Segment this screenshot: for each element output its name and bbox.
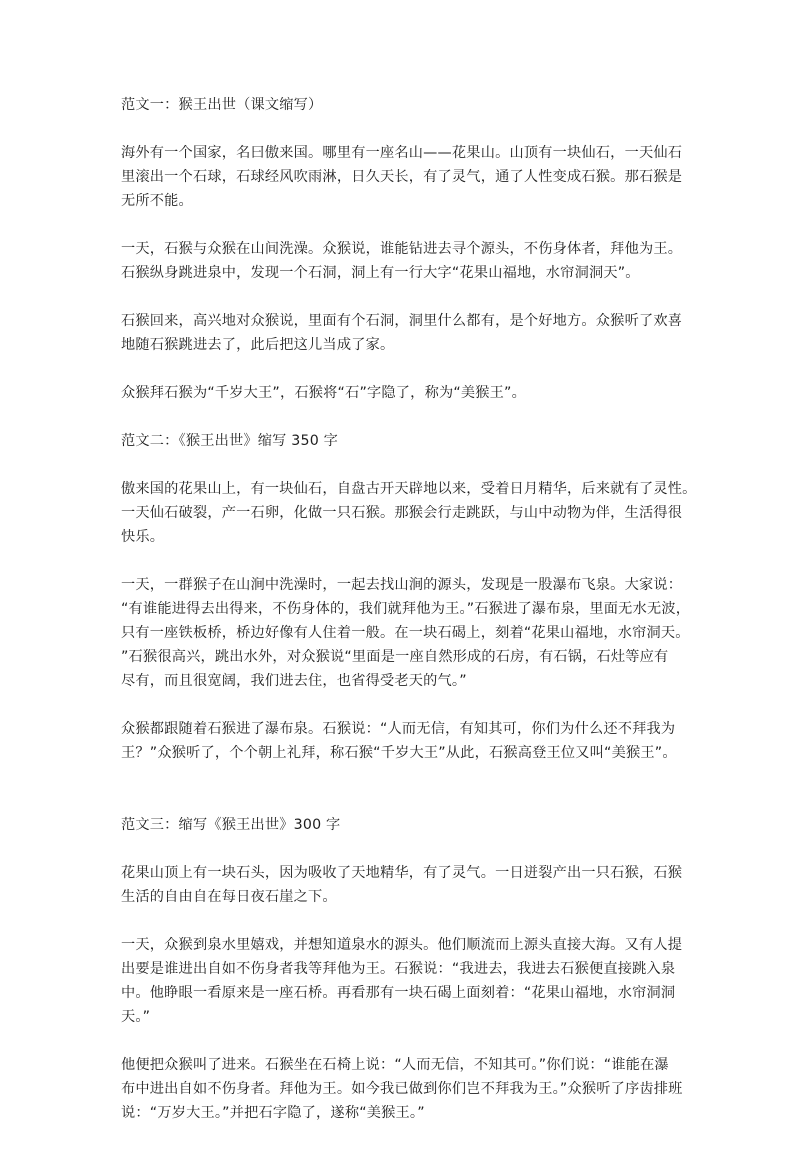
text-line: 中。他睁眼一看原来是一座石桥。再看那有一块石碣上面刻着：“花果山福地，水帘洞洞 (121, 985, 676, 1001)
section-1-paragraph-4 (121, 381, 691, 405)
section-3-paragraph-1 (121, 861, 691, 909)
text-line: 一天，石猴与众猴在山间洗澡。众猴说，谁能钻进去寻个源头，不伤身体者，拜他为王。 (121, 241, 683, 257)
section-2-paragraph-2 (121, 573, 691, 693)
text-line: 海外有一个国家，名曰傲来国。哪里有一座名山——花果山。山顶有一块仙石，一天仙石 (121, 145, 683, 161)
text-line: 王？”众猴听了，个个朝上礼拜，称石猴“千岁大王”从此，石猴高登王位又叫“美猴王”。 (121, 745, 677, 761)
text-line: 出要是谁进出自如不伤身者我等拜他为王。石猴说：“我进去，我进去石猴便直接跳入泉 (121, 961, 676, 977)
section-1-paragraph-2 (121, 237, 691, 285)
text-line: “有谁能进得去出得来，不伤身体的，我们就拜他为王。”石猴进了瀑布泉，里面无水无波， (121, 601, 691, 617)
text-line: 说：“万岁大王。”并把石字隐了，遂称“美猴王。” (121, 1105, 425, 1121)
text-line: 快乐。 (121, 529, 165, 545)
document-body (121, 93, 697, 1149)
section-3-paragraph-3 (121, 1053, 691, 1125)
text-line: 傲来国的花果山上，有一块仙石，自盘古开天辟地以来，受着日月精华，后来就有了灵性。 (121, 481, 697, 497)
text-line: 一天，众猴到泉水里嬉戏，并想知道泉水的源头。他们顺流而上源头直接大海。又有人提 (121, 937, 683, 953)
text-line: 他便把众猴叫了进来。石猴坐在石椅上说：“人而无信，不知其可。”你们说：“谁能在瀑 (121, 1057, 669, 1073)
section-3-title: 范文三：缩写《猴王出世》300 字 (121, 817, 341, 833)
text-line: 石猴纵身跳进泉中，发现一个石洞，洞上有一行大字“花果山福地，水帘洞洞天”。 (121, 265, 640, 281)
text-line: 地随石猴跳进去了，此后把这儿当成了家。 (121, 337, 395, 353)
text-line: 无所不能。 (121, 193, 193, 209)
text-line: 一天仙石破裂，产一石卵，化做一只石猴。那猴会行走跳跃，与山中动物为伴，生活得很 (121, 505, 683, 521)
section-1-title: 范文一：猴王出世（课文缩写） (121, 97, 323, 113)
text-line: 一天，一群猴子在山涧中洗澡时，一起去找山涧的源头，发现是一股瀑布飞泉。大家说： (121, 577, 683, 593)
text-line: 花果山顶上有一块石头，因为吸收了天地精华，有了灵气。一日迸裂产出一只石猴，石猴 (121, 865, 683, 881)
text-line: 尽有，而且很宽阔，我们进去住，也省得受老天的气。” (121, 673, 467, 689)
text-line: 天。” (121, 1009, 151, 1025)
text-line: 生活的自由自在每日夜石崖之下。 (121, 889, 337, 905)
text-line: 里滚出一个石球，石球经风吹雨淋，日久天长，有了灵气，通了人性变成石猴。那石猴是 (121, 169, 683, 185)
text-line: ”石猴很高兴，跳出水外，对众猴说“里面是一座自然形成的石房，有石锅，石灶等应有 (121, 649, 669, 665)
section-1-paragraph-3 (121, 309, 691, 357)
text-line: 众猴拜石猴为“千岁大王”，石猴将“石”字隐了，称为“美猴王”。 (121, 385, 526, 401)
section-3-paragraph-2 (121, 933, 691, 1029)
text-line: 石猴回来，高兴地对众猴说，里面有个石洞，洞里什么都有，是个好地方。众猴听了欢喜 (121, 313, 683, 329)
text-line: 只有一座铁板桥，桥边好像有人住着一般。在一块石碣上，刻着“花果山福地，水帘洞天。 (121, 625, 690, 641)
section-2-paragraph-3 (121, 717, 691, 765)
section-2-paragraph-1 (121, 477, 697, 549)
text-line: 众猴都跟随着石猴进了瀑布泉。石猴说：“人而无信，有知其可，你们为什么还不拜我为 (121, 721, 676, 737)
text-line: 布中进出自如不伤身者。拜他为王。如今我已做到你们岂不拜我为王。”众猴听了序齿排班 (121, 1081, 683, 1097)
section-1-paragraph-1 (121, 141, 691, 213)
section-2-title: 范文二：《猴王出世》缩写 350 字 (121, 433, 339, 449)
